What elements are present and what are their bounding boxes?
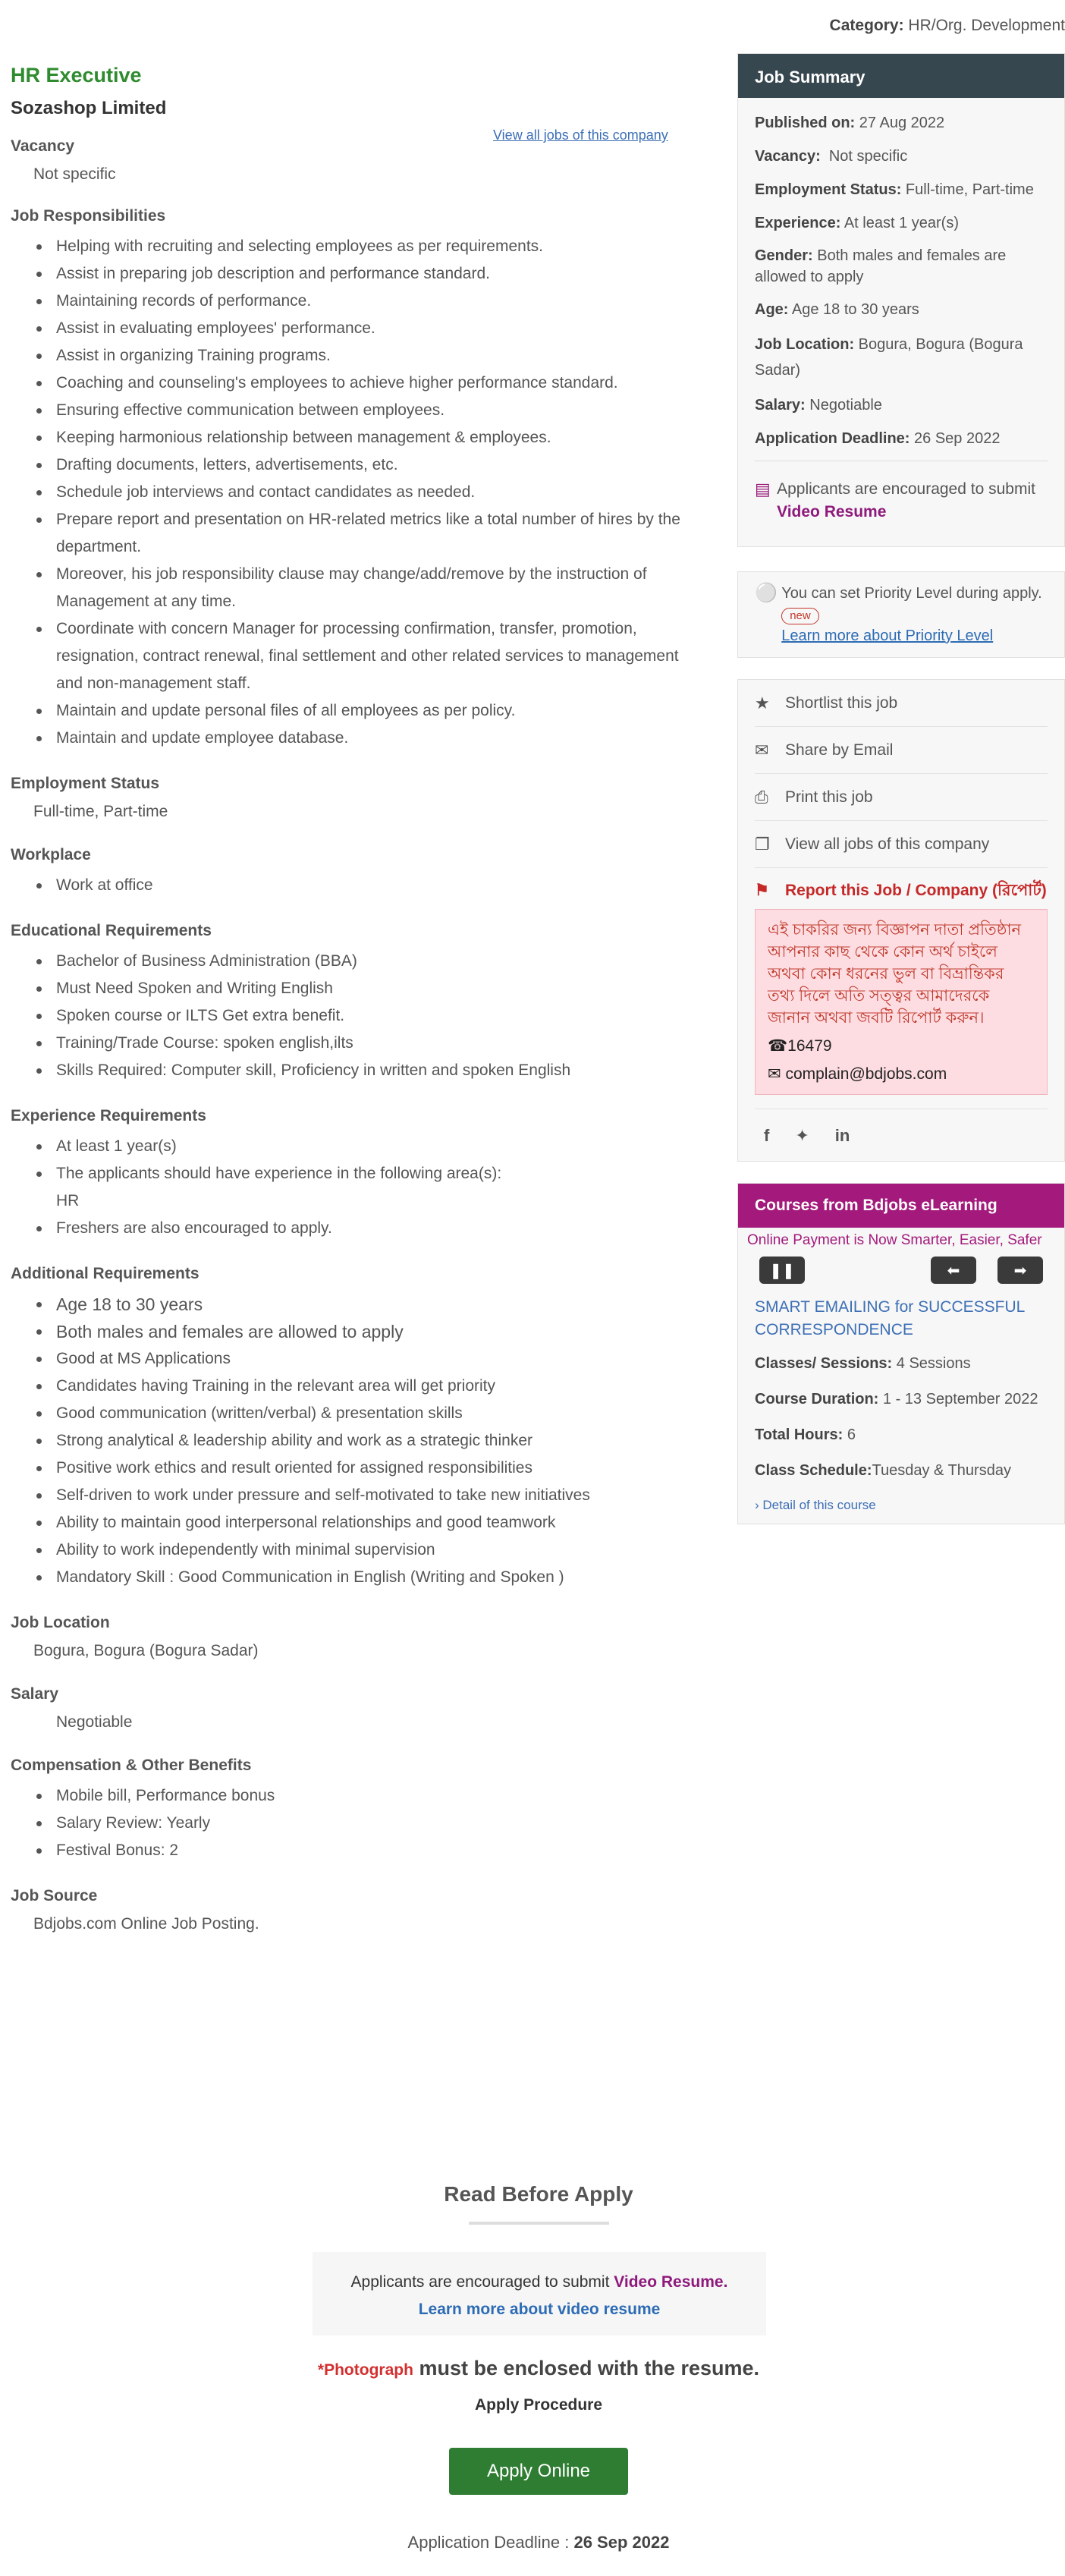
list-item: Mobile bill, Performance bonus xyxy=(33,1782,686,1810)
summary-salary: Salary: Negotiable xyxy=(755,397,882,414)
pause-icon: ❚❚ xyxy=(769,1262,795,1279)
arrow-right-icon: ➡ xyxy=(1013,1262,1027,1279)
course-schedule: Class Schedule:Tuesday & Thursday xyxy=(755,1462,1011,1479)
list-item: Work at office xyxy=(33,872,686,899)
list-item: Helping with recruiting and selecting employees as per requirements. xyxy=(33,233,686,260)
view-all-jobs-link[interactable]: View all jobs of this company xyxy=(493,127,668,143)
list-item: Moreover, his job responsibility clause may change/add/remove by the instruction of Management at any time. xyxy=(33,561,686,615)
job-title: HR Executive xyxy=(11,64,142,86)
linkedin-icon[interactable]: in xyxy=(834,1126,850,1145)
list-item: Festival Bonus: 2 xyxy=(33,1837,686,1864)
job-summary-title: Job Summary xyxy=(738,54,1064,98)
list-item: Assist in evaluating employees' performance. xyxy=(33,315,686,342)
list-item: Assist in organizing Training programs. xyxy=(33,342,686,370)
video-resume-learn-link[interactable]: Learn more about video resume xyxy=(418,2301,661,2318)
list-item: Spoken course or ILTS Get extra benefit. xyxy=(33,1002,686,1030)
list-item: Must Need Spoken and Writing English xyxy=(33,975,686,1002)
envelope-icon: ✉ xyxy=(755,740,769,760)
priority-learn-more-link[interactable]: Learn more about Priority Level xyxy=(781,627,994,644)
video-resume-link[interactable]: Video Resume. xyxy=(614,2273,728,2291)
education-section: Educational Requirements Bachelor of Business Administration (BBA) Must Need Spoken and Writing English Spoken course or ILTS Get extra benefit. Training/Trade Course: spoken english,ilts Skills Required: Computer skill, Proficiency in written and spoken English xyxy=(11,922,686,1084)
printer-icon: ⎙ xyxy=(755,787,768,807)
list-item: Freshers are also encouraged to apply. xyxy=(33,1215,686,1242)
envelope-icon: ✉ xyxy=(768,1065,786,1083)
benefits-section: Compensation & Other Benefits Mobile bill, Performance bonus Salary Review: Yearly Festival Bonus: 2 xyxy=(11,1757,686,1864)
summary-deadline: Application Deadline: 26 Sep 2022 xyxy=(755,430,1001,447)
list-item: Schedule job interviews and contact candidates as needed. xyxy=(33,479,686,506)
list-item: Ability to maintain good interpersonal relationships and good teamwork xyxy=(33,1509,686,1536)
responsibilities-section: Job Responsibilities Helping with recruiting and selecting employees as per requirements. Assist in preparing job description and performance standard. Maintaining records of performance. Assist in evaluating employees' performance. Assist in organizing Training programs. Coaching and counseling's employees to achieve higher performance standard. Ensuring effective communication between employees. Keeping harmonious relationship between management & employees. Drafting documents, letters, advertisements, etc. Schedule job interviews and contact candidates as needed. Prepare report and presentation on HR-related metrics like a total number of hires by the department. Moreover, his job responsibility clause may change/add/remove by the instruction of Management at any time. Coordinate with concern Manager for processing confirmation, transfer, promotion, resignation, contract renewal, final settlement and other related services to management and non-management staff. Maintain and update personal files of all employees as per policy. Maintain and update employee database. xyxy=(11,207,686,752)
list-item: At least 1 year(s) xyxy=(33,1133,686,1160)
job-details xyxy=(11,61,686,1936)
job-source-section: Job Source Bdjobs.com Online Job Posting. xyxy=(11,1887,686,1936)
star-icon: ★ xyxy=(755,693,770,712)
employment-status-section: Employment Status Full-time, Part-time xyxy=(11,775,686,823)
job-summary-card xyxy=(737,53,1065,547)
fraud-warning-box: এই চাকরির জন্য বিজ্ঞাপন দাতা প্রতিষ্ঠান আপনার কাছ থেকে কোন অর্থ চাইলে অথবা কোন ধরনের ভুল বা বিভ্রান্তিকর তথ্য দিলে অতি সত্ত্বর আমাদেরকে জানান অথবা জবটি রিপোর্ট করুন। ☎ 16479 ✉ complain@bdjobs.com xyxy=(755,909,1048,1095)
summary-gender: Gender: Both males and females are allowed to apply xyxy=(755,247,1007,285)
next-button[interactable] xyxy=(997,1257,1043,1284)
workplace-list xyxy=(11,872,686,899)
video-resume-notice: Applicants are encouraged to submit Video Resume. Learn more about video resume xyxy=(313,2252,766,2335)
apply-procedure-heading: Apply Procedure xyxy=(474,2396,603,2414)
list-item: Good at MS Applications xyxy=(33,1345,686,1373)
course-sessions: Classes/ Sessions: 4 Sessions xyxy=(755,1355,971,1372)
list-item: Maintain and update employee database. xyxy=(33,725,686,752)
copy-icon: ❐ xyxy=(755,834,770,854)
prev-button[interactable] xyxy=(931,1257,976,1284)
summary-vacancy: Vacancy: Not specific xyxy=(755,148,908,165)
additional-list xyxy=(11,1291,686,1591)
course-duration: Course Duration: 1 - 13 September 2022 xyxy=(755,1391,1038,1408)
apply-online-button[interactable]: Apply Online xyxy=(449,2448,628,2495)
list-item: Bachelor of Business Administration (BBA) xyxy=(33,948,686,975)
view-all-jobs-button[interactable]: ❐ View all jobs of this company xyxy=(755,821,1048,868)
summary-location: Job Location: Bogura, Bogura (Bogura Sadar) xyxy=(755,336,1023,379)
list-item: Ability to work independently with minimal supervision xyxy=(33,1536,686,1564)
video-resume-box: ▤ Applicants are encouraged to submit Video Resume xyxy=(755,461,1048,539)
category: Category: HR/Org. Development xyxy=(829,17,1065,34)
courses-title: Courses from Bdjobs eLearning xyxy=(738,1184,1064,1228)
actions-card xyxy=(737,679,1065,1162)
summary-status: Employment Status: Full-time, Part-time xyxy=(755,181,1034,198)
summary-published: Published on: 27 Aug 2022 xyxy=(755,115,945,131)
job-source-value: Bdjobs.com Online Job Posting. xyxy=(33,1915,259,1933)
flag-icon: ⚑ xyxy=(755,882,769,899)
employment-status-value: Full-time, Part-time xyxy=(33,803,168,820)
course-title-link[interactable]: SMART EMAILING for SUCCESSFUL CORRESPONDENCE xyxy=(755,1298,1025,1338)
video-resume-link[interactable]: Video Resume xyxy=(777,503,887,521)
list-item: Self-driven to work under pressure and self-motivated to take new initiatives xyxy=(33,1482,686,1509)
report-job-button[interactable]: ⚑ Report this Job / Company (রিপোর্ট) xyxy=(755,868,1048,909)
twitter-icon[interactable]: ✦ xyxy=(795,1126,809,1145)
list-item: Good communication (written/verbal) & presentation skills xyxy=(33,1400,686,1427)
list-item: Drafting documents, letters, advertisements, etc. xyxy=(33,451,686,479)
facebook-icon[interactable]: f xyxy=(764,1126,770,1145)
list-item: The applicants should have experience in the following area(s): HR xyxy=(33,1160,686,1215)
experience-area: HR xyxy=(56,1192,80,1209)
share-email-button[interactable]: ✉ Share by Email xyxy=(755,727,1048,774)
vacancy-value: Not specific xyxy=(33,165,116,183)
list-item: Age 18 to 30 years xyxy=(33,1291,686,1318)
responsibilities-list xyxy=(11,233,686,752)
list-item: Prepare report and presentation on HR-related metrics like a total number of hires by the department. xyxy=(33,506,686,561)
additional-section: Additional Requirements Age 18 to 30 years Both males and females are allowed to apply Good at MS Applications Candidates having Training in the relevant area will get priority Good communication (written/verbal) & presentation skills Strong analytical & leadership ability and work as a strategic thinker Positive work ethics and result oriented for assigned responsibilities Self-driven to work under pressure and self-motivated to take new initiatives Ability to maintain good interpersonal relationships and good teamwork Ability to work independently with minimal supervision Mandatory Skill : Good Communication in English (Writing and Spoken ) xyxy=(11,1265,686,1591)
application-deadline: Application Deadline : 26 Sep 2022 xyxy=(407,2533,670,2552)
carousel-controls xyxy=(738,1249,1064,1291)
list-item: Maintaining records of performance. xyxy=(33,288,686,315)
company-name: Sozashop Limited xyxy=(11,98,167,118)
video-camera-icon: ▤ xyxy=(755,480,771,499)
email-line: ✉ complain@bdjobs.com xyxy=(768,1063,1035,1085)
job-location-section: Job Location Bogura, Bogura (Bogura Sadar) xyxy=(11,1614,686,1662)
list-item: Positive work ethics and result oriented for assigned responsibilities xyxy=(33,1455,686,1482)
print-button[interactable]: ⎙ Print this job xyxy=(755,774,1048,821)
summary-age: Age: Age 18 to 30 years xyxy=(755,301,919,318)
salary-value: Negotiable xyxy=(56,1713,133,1731)
arrow-left-icon: ⬅ xyxy=(947,1262,960,1279)
payment-marquee: Online Payment is Now Smarter, Easier, Safer xyxy=(747,1232,1042,1248)
lightbulb-icon: ⚪ xyxy=(755,583,778,603)
workplace-section: Workplace Work at office xyxy=(11,846,686,899)
job-location-value: Bogura, Bogura (Bogura Sadar) xyxy=(33,1642,259,1659)
list-item: Assist in preparing job description and performance standard. xyxy=(33,260,686,288)
read-before-apply-heading: Read Before Apply xyxy=(444,2182,633,2206)
experience-list xyxy=(11,1133,686,1242)
education-list xyxy=(11,948,686,1084)
list-item: Coaching and counseling's employees to achieve higher performance standard. xyxy=(33,370,686,397)
chevron-right-icon: › xyxy=(755,1498,763,1512)
phone-icon: ☎ xyxy=(768,1037,788,1055)
list-item: Salary Review: Yearly xyxy=(33,1810,686,1837)
list-item: Coordinate with concern Manager for processing confirmation, transfer, promotion, resignation, contract renewal, final settlement and other related services to management and non-management staff. xyxy=(33,615,686,697)
divider xyxy=(469,2222,609,2225)
summary-experience: Experience: At least 1 year(s) xyxy=(755,215,960,231)
pause-button[interactable] xyxy=(759,1257,805,1284)
list-item: Mandatory Skill : Good Communication in English (Writing and Spoken ) xyxy=(33,1564,686,1591)
course-detail-link[interactable]: › Detail of this course xyxy=(755,1498,876,1512)
shortlist-button[interactable]: ★ Shortlist this job xyxy=(755,680,1048,727)
list-item: Strong analytical & leadership ability and work as a strategic thinker xyxy=(33,1427,686,1455)
courses-card xyxy=(737,1183,1065,1524)
social-links xyxy=(755,1109,1048,1153)
list-item: Keeping harmonious relationship between management & employees. xyxy=(33,424,686,451)
vacancy-section: Vacancy Not specific xyxy=(11,137,686,186)
priority-card: ⚪ You can set Priority Level during apply. new Learn more about Priority Level xyxy=(737,571,1065,658)
experience-section: Experience Requirements At least 1 year(s) The applicants should have experience in the following area(s): HR Freshers are also encouraged to apply. xyxy=(11,1107,686,1242)
phone-line: ☎ 16479 xyxy=(768,1035,1035,1057)
sidebar xyxy=(737,53,1065,1524)
benefits-list xyxy=(11,1782,686,1864)
new-badge: new xyxy=(781,608,819,624)
list-item: Candidates having Training in the relevant area will get priority xyxy=(33,1373,686,1400)
list-item: Ensuring effective communication between employees. xyxy=(33,397,686,424)
list-item: Training/Trade Course: spoken english,ilts xyxy=(33,1030,686,1057)
list-item: Both males and females are allowed to apply xyxy=(33,1318,686,1345)
photograph-notice: *Photograph must be enclosed with the resume. xyxy=(317,2357,760,2379)
course-hours: Total Hours: 6 xyxy=(755,1426,856,1443)
salary-section: Salary Negotiable xyxy=(11,1685,686,1734)
list-item: Skills Required: Computer skill, Proficiency in written and spoken English xyxy=(33,1057,686,1084)
list-item: Maintain and update personal files of all employees as per policy. xyxy=(33,697,686,725)
